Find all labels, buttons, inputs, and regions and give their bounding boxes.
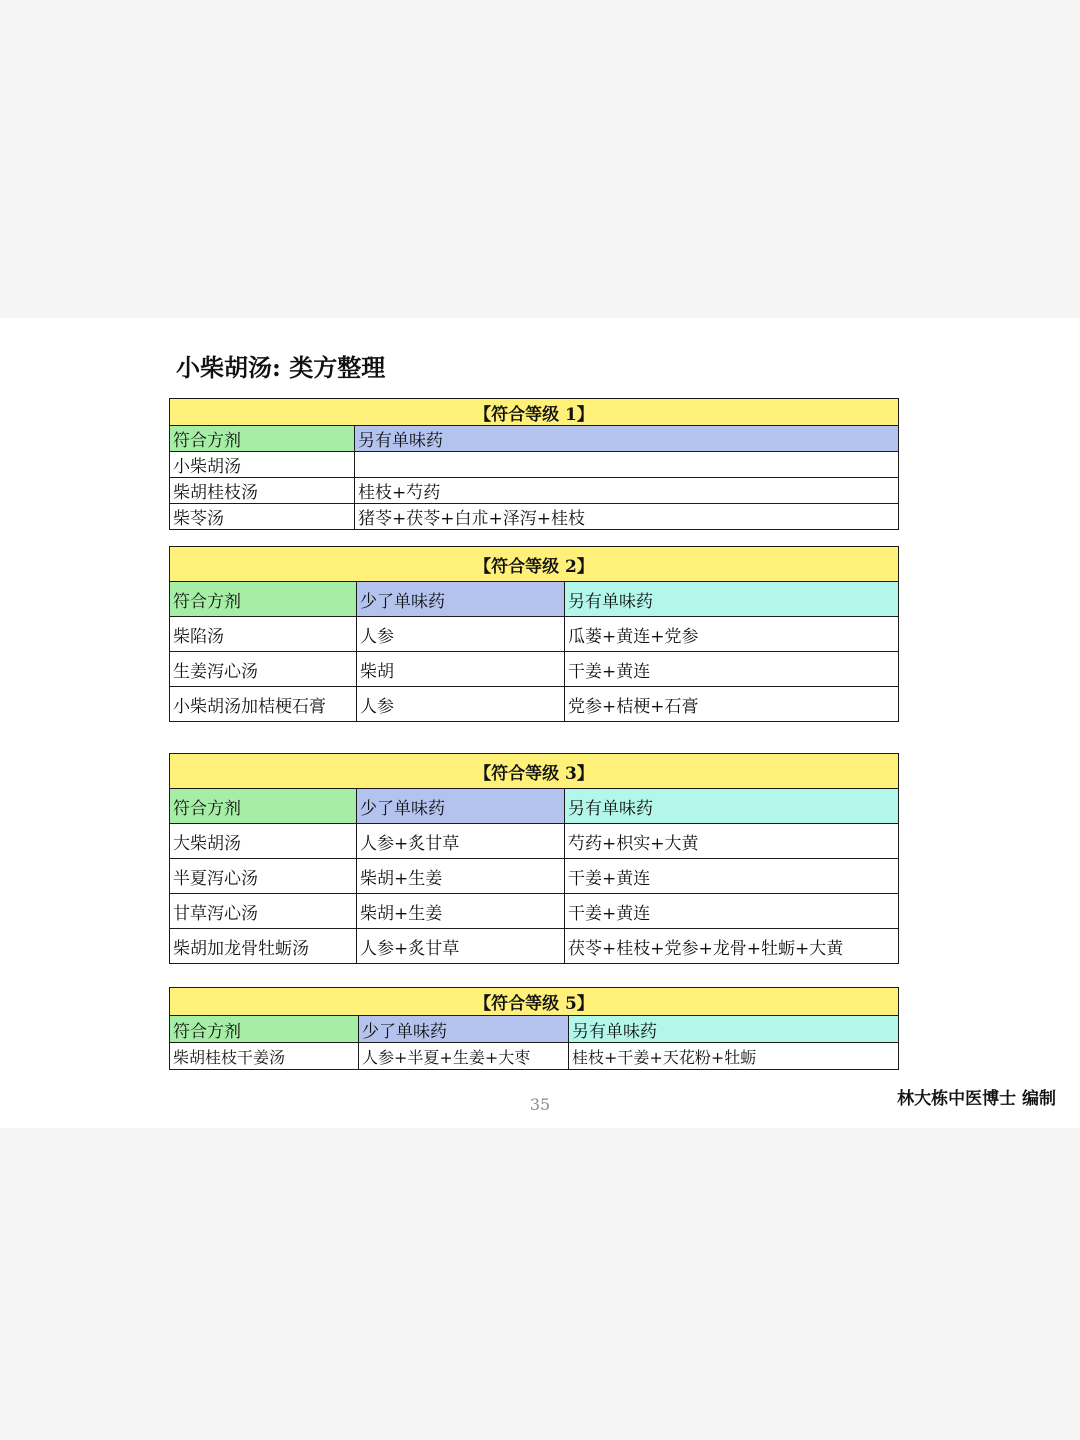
table-row <box>170 859 899 894</box>
table-row <box>170 452 899 478</box>
extra-herbs-cell: 芍药+枳实+大黄 <box>565 824 899 859</box>
formula-cell: 柴苓汤 <box>170 504 355 530</box>
extra-herbs-cell: 桂枝+干姜+天花粉+牡蛎 <box>569 1043 899 1070</box>
table-row <box>170 617 899 652</box>
page-title <box>176 348 385 383</box>
formula-cell: 柴胡加龙骨牡蛎汤 <box>170 929 357 964</box>
extra-herbs-cell: 茯苓+桂枝+党参+龙骨+牡蛎+大黄 <box>565 929 899 964</box>
column-header-extra-herbs: 另有单味药 <box>355 426 899 452</box>
column-header-extra-herbs: 另有单味药 <box>565 582 899 617</box>
table-row <box>170 478 899 504</box>
formula-cell: 小柴胡汤 <box>170 452 355 478</box>
table-row <box>170 687 899 722</box>
grade-1-table <box>169 398 899 530</box>
grade-5-table <box>169 987 899 1070</box>
table-row <box>170 824 899 859</box>
formula-cell: 柴陷汤 <box>170 617 357 652</box>
extra-herbs-cell: 猪苓+茯苓+白朮+泽泻+桂枝 <box>355 504 899 530</box>
missing-herbs-cell: 人参 <box>357 687 565 722</box>
grade-2-table <box>169 546 899 722</box>
table-row <box>170 1043 899 1070</box>
formula-cell: 柴胡桂枝汤 <box>170 478 355 504</box>
title-subtitle: 类方整理 <box>280 353 386 382</box>
column-header-missing-herbs: 少了单味药 <box>357 582 565 617</box>
column-header-formula: 符合方剂 <box>170 582 357 617</box>
column-header-extra-herbs: 另有单味药 <box>569 1016 899 1043</box>
formula-cell: 柴胡桂枝干姜汤 <box>170 1043 359 1070</box>
table-row <box>170 652 899 687</box>
table-header: 【符合等级 2】 <box>170 547 899 582</box>
extra-herbs-cell: 干姜+黄连 <box>565 894 899 929</box>
grade-3-table <box>169 753 899 964</box>
missing-herbs-cell: 柴胡+生姜 <box>357 859 565 894</box>
table-header: 【符合等级 1】 <box>170 399 899 426</box>
missing-herbs-cell: 人参+半夏+生姜+大枣 <box>359 1043 569 1070</box>
missing-herbs-cell: 柴胡 <box>357 652 565 687</box>
formula-cell: 甘草泻心汤 <box>170 894 357 929</box>
column-header-formula: 符合方剂 <box>170 426 355 452</box>
formula-cell: 大柴胡汤 <box>170 824 357 859</box>
title-formula-name: 小柴胡汤: <box>176 353 281 382</box>
column-header-missing-herbs: 少了单味药 <box>357 789 565 824</box>
missing-herbs-cell: 人参+炙甘草 <box>357 929 565 964</box>
table-row <box>170 929 899 964</box>
column-header-formula: 符合方剂 <box>170 789 357 824</box>
column-header-extra-herbs: 另有单味药 <box>565 789 899 824</box>
extra-herbs-cell: 干姜+黄连 <box>565 859 899 894</box>
missing-herbs-cell: 人参 <box>357 617 565 652</box>
extra-herbs-cell <box>355 452 899 478</box>
missing-herbs-cell: 人参+炙甘草 <box>357 824 565 859</box>
formula-cell: 小柴胡汤加桔梗石膏 <box>170 687 357 722</box>
table-row <box>170 504 899 530</box>
formula-cell: 半夏泻心汤 <box>170 859 357 894</box>
column-header-formula: 符合方剂 <box>170 1016 359 1043</box>
column-header-missing-herbs: 少了单味药 <box>359 1016 569 1043</box>
table-header: 【符合等级 3】 <box>170 754 899 789</box>
page-number: 35 <box>529 1095 551 1114</box>
formula-cell: 生姜泻心汤 <box>170 652 357 687</box>
extra-herbs-cell: 桂枝+芍药 <box>355 478 899 504</box>
extra-herbs-cell: 党参+桔梗+石膏 <box>565 687 899 722</box>
extra-herbs-cell: 干姜+黄连 <box>565 652 899 687</box>
author-credit: 林大栋中医博士 编制 <box>897 1089 1056 1109</box>
table-row <box>170 894 899 929</box>
table-header: 【符合等级 5】 <box>170 988 899 1016</box>
extra-herbs-cell: 瓜蒌+黄连+党参 <box>565 617 899 652</box>
missing-herbs-cell: 柴胡+生姜 <box>357 894 565 929</box>
